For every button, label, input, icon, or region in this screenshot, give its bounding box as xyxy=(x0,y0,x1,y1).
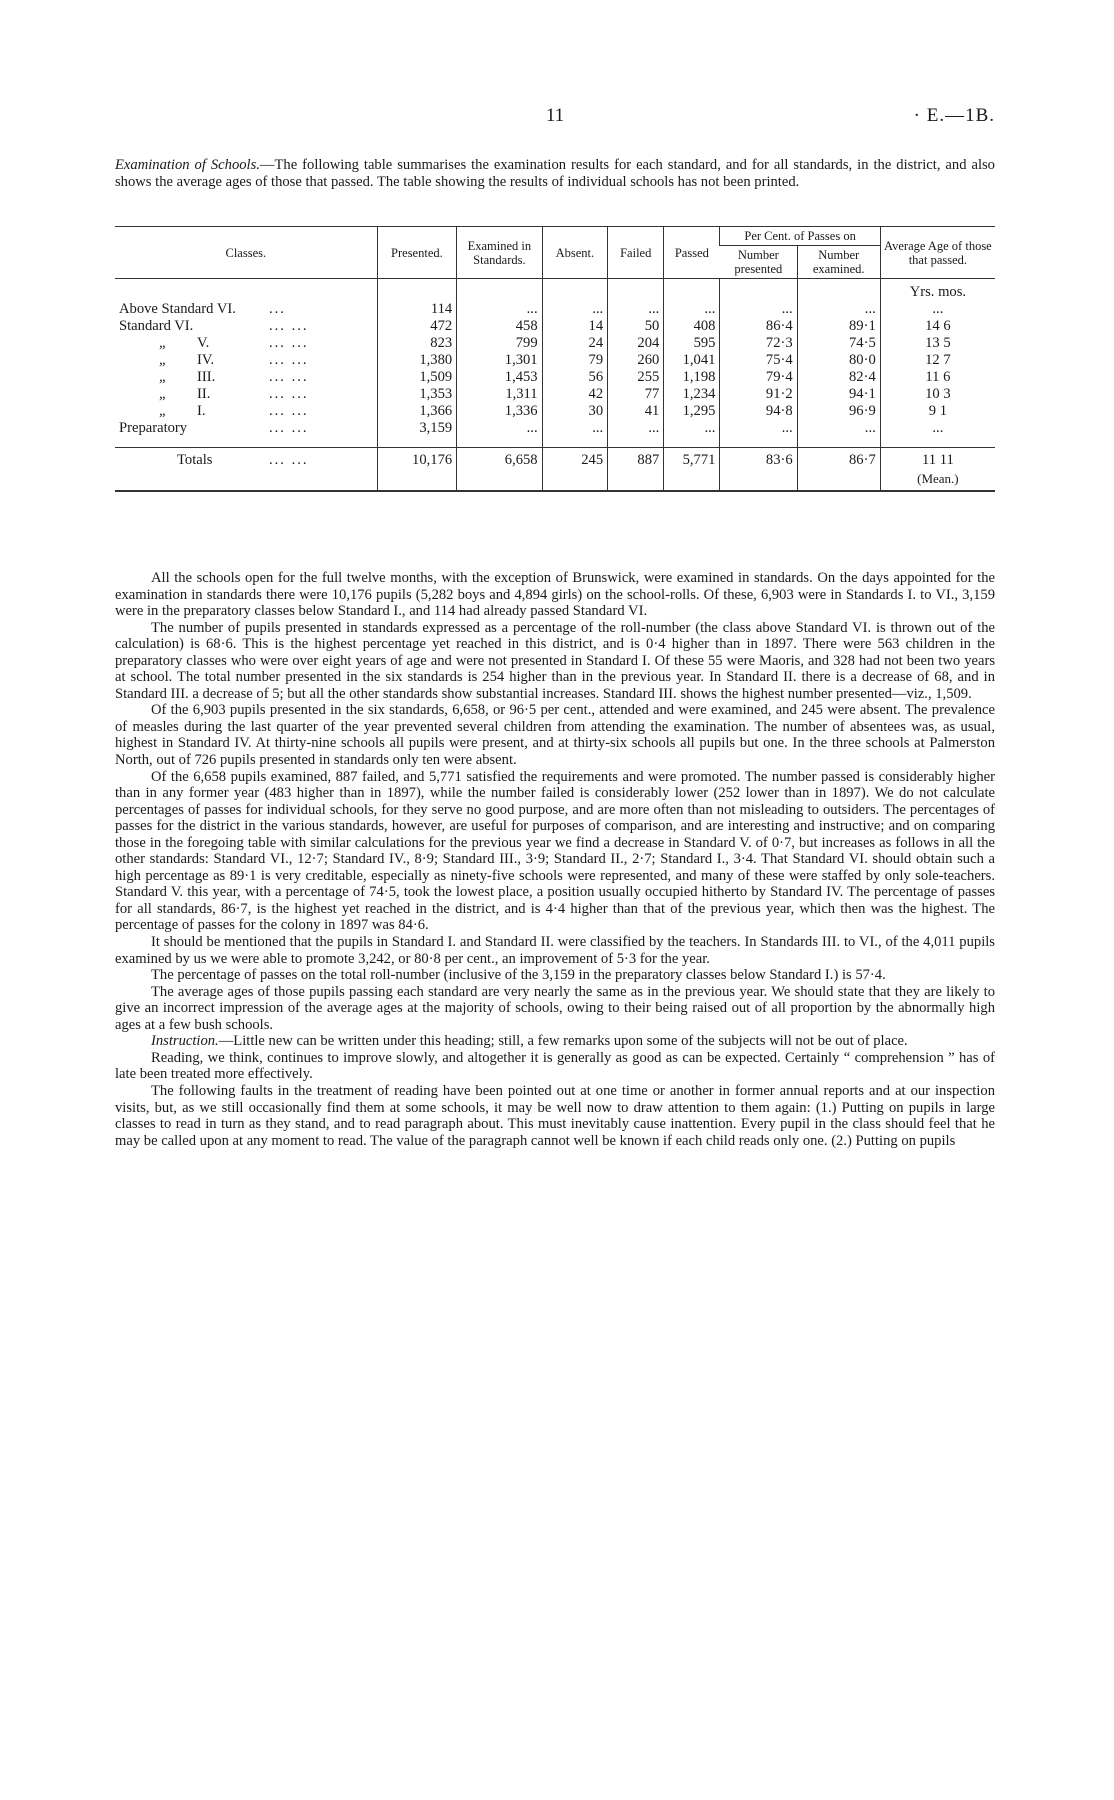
row-leader-dots: ... xyxy=(269,301,286,317)
totals-row xyxy=(115,448,995,473)
cell-age xyxy=(880,420,995,437)
row-label: Above Standard VI. xyxy=(119,301,236,317)
total-pc-examined: 86·7 xyxy=(797,448,880,473)
age-months: 3 xyxy=(943,386,951,402)
age-unit-label: Yrs. mos. xyxy=(880,279,995,302)
paragraph: The number of pupils presented in standards expressed as a percentage of the roll-number (the class above Standard VI. is thrown out of the calculation) is 68·6. This is the highest percentage yet reached in this district, and is 0·4 higher than in 1897. There were 563 children in the preparatory classes who were over eight years of age and were not presented in Standard I. Of these 55 were Maoris, and 328 had not been two years at school. The total number presented in the six standards is 254 higher than in the previous year. In Standard II. there is a decrease of 68, and in Standard III. a decrease of 5; but all the other standards show substantial increases. Standard III. shows the highest number presented—viz., 1,509. xyxy=(115,619,995,702)
cell-pc-examined: ... xyxy=(797,301,880,318)
cell-examined: ... xyxy=(457,420,542,437)
cell-age xyxy=(880,318,995,335)
table-body xyxy=(115,279,995,492)
header-number-presented: Number presented xyxy=(720,246,797,279)
cell-age xyxy=(880,335,995,352)
ditto-mark: „ xyxy=(159,369,168,385)
paragraph: The following faults in the treatment of reading have been pointed out at one time or another in former annual reports and at our inspection visits, but, as we still occasionally find them at some schools, it may be well now to draw attention to them again: (1.) Putting on pupils in large classes to read in turn as they stand, and to read paragraph about. This must inevitably cause inattention. Every pupil in the class should feel that he may be called upon at any moment to read. The value of the paragraph cannot well be known if each child reads only one. (2.) Putting on pupils xyxy=(115,1082,995,1149)
cell-failed: 41 xyxy=(608,403,664,420)
age-years: 11 xyxy=(921,452,937,468)
total-age xyxy=(880,448,995,473)
cell-absent: 56 xyxy=(542,369,608,386)
cell-pc-presented: ... xyxy=(720,420,797,437)
header-presented: Presented. xyxy=(377,227,457,279)
cell-pc-examined: 94·1 xyxy=(797,386,880,403)
cell-pc-examined: ... xyxy=(797,420,880,437)
header-number-examined: Number examined. xyxy=(797,246,880,279)
age-years: 14 xyxy=(925,318,940,334)
cell-pc-presented: 79·4 xyxy=(720,369,797,386)
header-failed: Failed xyxy=(608,227,664,279)
paragraph: All the schools open for the full twelve months, with the exception of Brunswick, were examined in standards. On the days appointed for the examination in standards there were 10,176 pupils (5,282 boys and 4,894 girls) on the school-rolls. Of these, 6,903 were in Standards I. to VI., 3,159 were in the preparatory classes below Standard I., and 114 had already passed Standard VI. xyxy=(115,570,995,620)
cell-presented: 114 xyxy=(377,301,457,318)
row-leader-dots: ... ... xyxy=(269,369,309,385)
cell-passed: ... xyxy=(664,420,720,437)
cell-age xyxy=(880,369,995,386)
cell-presented: 1,353 xyxy=(377,386,457,403)
intro-text: —The following table summarises the examination results for each standard, and for all standards, in the district, and also shows the average ages of those that passed. The table showing the results of individual schools has not been printed. xyxy=(115,157,995,190)
total-examined: 6,658 xyxy=(457,448,542,473)
table-row xyxy=(115,386,995,403)
cell-pc-presented: 94·8 xyxy=(720,403,797,420)
paragraph: Reading, we think, continues to improve slowly, and altogether it is generally as good as can be expected. Certainly “ comprehension ” has of late been treated more effectively. xyxy=(115,1049,995,1083)
age-years: ... xyxy=(932,301,944,317)
row-leader-dots: ... ... xyxy=(269,318,309,334)
age-months: 1 xyxy=(939,403,947,419)
age-years: 10 xyxy=(925,386,940,402)
cell-age xyxy=(880,386,995,403)
ditto-mark: „ xyxy=(159,403,168,419)
cell-presented: 3,159 xyxy=(377,420,457,437)
cell-absent: 14 xyxy=(542,318,608,335)
row-label: Preparatory xyxy=(119,420,188,436)
ditto-mark: „ xyxy=(159,352,168,368)
cell-failed: 50 xyxy=(608,318,664,335)
cell-failed: 77 xyxy=(608,386,664,403)
cell-age xyxy=(880,403,995,420)
cell-absent: ... xyxy=(542,420,608,437)
cell-failed: 260 xyxy=(608,352,664,369)
age-years: ... xyxy=(932,420,944,436)
cell-presented: 1,366 xyxy=(377,403,457,420)
cell-pc-presented: 75·4 xyxy=(720,352,797,369)
cell-pc-examined: 89·1 xyxy=(797,318,880,335)
table-header-row xyxy=(115,227,995,246)
row-label: I. xyxy=(197,403,206,419)
row-label: III. xyxy=(197,369,216,385)
table-row xyxy=(115,318,995,335)
cell-pc-examined: 80·0 xyxy=(797,352,880,369)
row-leader-dots: ... ... xyxy=(269,386,309,402)
row-label: II. xyxy=(197,386,211,402)
spacer-row xyxy=(115,437,995,448)
cell-pc-examined: 74·5 xyxy=(797,335,880,352)
age-years: 13 xyxy=(925,335,940,351)
report-body xyxy=(115,570,995,1149)
row-label: IV. xyxy=(197,352,215,368)
age-years: 12 xyxy=(925,352,940,368)
table-row xyxy=(115,335,995,352)
age-months: 11 xyxy=(939,452,954,468)
row-leader-dots: ... ... xyxy=(269,420,309,436)
paragraph: It should be mentioned that the pupils in Standard I. and Standard II. were classified by the teachers. In Standards III. to VI., of the 4,011 pupils examined by us we were able to promote 3,242, or 80·8 per cent., an improvement of 5·3 for the year. xyxy=(115,934,995,967)
cell-pc-examined: 96·9 xyxy=(797,403,880,420)
cell-examined: 458 xyxy=(457,318,542,335)
cell-absent: ... xyxy=(542,301,608,318)
total-failed: 887 xyxy=(608,448,664,473)
total-absent: 245 xyxy=(542,448,608,473)
cell-passed: 408 xyxy=(664,318,720,335)
age-unit-row xyxy=(115,279,995,302)
row-label: V. xyxy=(197,335,210,351)
total-presented: 10,176 xyxy=(377,448,457,473)
mean-label: (Mean.) xyxy=(917,471,959,486)
cell-failed: ... xyxy=(608,301,664,318)
table-row xyxy=(115,403,995,420)
age-years: 11 xyxy=(925,369,940,385)
cell-passed: 595 xyxy=(664,335,720,352)
cell-examined: 799 xyxy=(457,335,542,352)
cell-examined: 1,301 xyxy=(457,352,542,369)
row-label: Standard VI. xyxy=(119,318,194,334)
cell-pc-presented: 86·4 xyxy=(720,318,797,335)
cell-passed: 1,295 xyxy=(664,403,720,420)
age-months: 5 xyxy=(943,335,951,351)
mean-row xyxy=(115,472,995,491)
row-leader-dots: ... ... xyxy=(269,352,309,368)
cell-pc-presented: 91·2 xyxy=(720,386,797,403)
cell-failed: 255 xyxy=(608,369,664,386)
row-leader-dots: ... ... xyxy=(269,452,309,468)
ditto-mark: „ xyxy=(159,335,168,351)
cell-absent: 24 xyxy=(542,335,608,352)
cell-passed: 1,198 xyxy=(664,369,720,386)
paragraph: Of the 6,658 pupils examined, 887 failed, and 5,771 satisfied the requirements and were promoted. The number passed is considerably higher than in any former year (483 higher than in 1897), while the number failed is considerably lower (252 lower than in 1897). We do not calculate percentages of passes for individual schools, for they serve no good purpose, and are more often than not misleading to outsiders. The percentages of passes for the district in the various standards, however, are useful for purposes of comparison, and are interesting and instructive; and on comparing those in the foregoing table with similar calculations for the previous year we find a decrease in Standard V. of 0·7, but increases as follows in all the other standards: Standard VI., 12·7; Standard IV., 8·9; Standard III., 3·9; Standard II., 2·7; Standard I., 3·4. That Standard VI. should obtain such a high percentage as 89·1 is very creditable, especially as ninety-five schools were represented, and many of these were staffed by only sole-teachers. Standard V. this year, with a percentage of 74·5, took the lowest place, a position usually occupied hitherto by Standard IV. The percentage of passes for all standards, 86·7, is the highest yet reached in the district, and is 4·4 higher than that of the previous year, which then was the highest. The percentage of passes for the colony in 1897 was 84·6. xyxy=(115,768,995,934)
cell-passed: 1,234 xyxy=(664,386,720,403)
paragraph: The average ages of those pupils passing each standard are very nearly the same as in the previous year. We should state that they are likely to give an incorrect impression of the average ages at the majority of schools, owing to their being raised out of all proportion by the abnormally high ages at a few bush schools. xyxy=(115,983,995,1033)
header-absent: Absent. xyxy=(542,227,608,279)
intro-paragraph xyxy=(115,157,995,190)
cell-presented: 823 xyxy=(377,335,457,352)
cell-absent: 79 xyxy=(542,352,608,369)
table-row xyxy=(115,301,995,318)
table-row xyxy=(115,352,995,369)
cell-pc-examined: 82·4 xyxy=(797,369,880,386)
paragraph: The percentage of passes on the total roll-number (inclusive of the 3,159 in the preparatory classes below Standard I.) is 57·4. xyxy=(151,967,886,984)
age-months: 6 xyxy=(943,369,951,385)
row-leader-dots: ... ... xyxy=(269,403,309,419)
total-pc-presented: 83·6 xyxy=(720,448,797,473)
page-number: 11 xyxy=(545,105,565,126)
header-classes: Classes. xyxy=(115,227,377,279)
header-per-cent: Per Cent. of Passes on xyxy=(720,227,880,246)
cell-age xyxy=(880,301,995,318)
cell-failed: ... xyxy=(608,420,664,437)
series-code: · E.—1B. xyxy=(913,105,995,126)
cell-absent: 30 xyxy=(542,403,608,420)
page-header xyxy=(115,105,995,129)
table-row xyxy=(115,369,995,386)
cell-passed: ... xyxy=(664,301,720,318)
total-passed: 5,771 xyxy=(664,448,720,473)
cell-pc-presented: ... xyxy=(720,301,797,318)
cell-absent: 42 xyxy=(542,386,608,403)
header-passed: Passed xyxy=(664,227,720,279)
ditto-mark: „ xyxy=(159,386,168,402)
cell-examined: 1,311 xyxy=(457,386,542,403)
paragraph xyxy=(115,1033,995,1050)
cell-presented: 1,509 xyxy=(377,369,457,386)
cell-age xyxy=(880,352,995,369)
cell-presented: 472 xyxy=(377,318,457,335)
age-months: 7 xyxy=(943,352,951,368)
cell-pc-presented: 72·3 xyxy=(720,335,797,352)
age-months: 6 xyxy=(943,318,951,334)
cell-failed: 204 xyxy=(608,335,664,352)
age-years: 9 xyxy=(928,403,937,419)
cell-passed: 1,041 xyxy=(664,352,720,369)
paragraph: Of the 6,903 pupils presented in the six standards, 6,658, or 96·5 per cent., attended and were examined, and 245 were absent. The prevalence of measles during the last quarter of the year prevented several children from attending the examination. The number of absentees was, as usual, highest in Standard IV. At thirty-nine schools all pupils were present, and at thirty-six schools all pupils but one. In the three schools at Palmerston North, out of 726 pupils presented in standards only ten were absent. xyxy=(115,702,995,769)
cell-examined: 1,336 xyxy=(457,403,542,420)
paragraph-text: —Little new can be written under this heading; still, a few remarks upon some of the subjects will not be out of place. xyxy=(218,1033,908,1050)
cell-presented: 1,380 xyxy=(377,352,457,369)
header-examined: Examined in Standards. xyxy=(457,227,542,279)
cell-examined: 1,453 xyxy=(457,369,542,386)
table-row xyxy=(115,420,995,437)
intro-run-in: Examination of Schools. xyxy=(115,157,260,173)
row-leader-dots: ... ... xyxy=(269,335,309,351)
cell-examined: ... xyxy=(457,301,542,318)
header-average-age: Average Age of those that passed. xyxy=(880,227,995,279)
examination-results-table xyxy=(115,226,995,492)
totals-label: Totals xyxy=(177,452,213,468)
instruction-run-in: Instruction. xyxy=(151,1033,219,1050)
